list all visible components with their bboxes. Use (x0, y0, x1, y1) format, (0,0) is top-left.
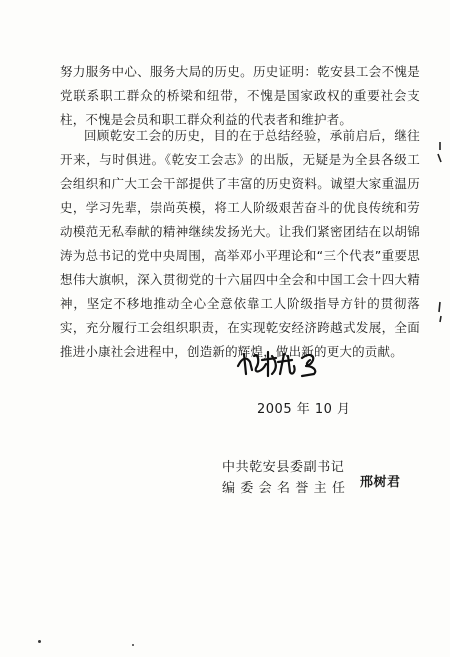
signatory-name: 邢树君 (360, 475, 401, 490)
signatory-title-line-1: 中共乾安县委副书记 (222, 460, 345, 475)
handwritten-signature (232, 344, 342, 380)
scan-margin-mark (436, 300, 444, 324)
body-paragraph-2: 回顾乾安工会的历史，目的在于总结经验，承前启后，继往开来，与时俱进。《乾安工会志》的出版，无疑是为全县各级工会组织和广大工会干部提供了丰富的历史资料。诚望大家重温历史，学习先辈，崇尚英模，将工人阶级艰苦奋斗的优良传统和劳动模范无私奉献的精神继续发扬光大。让我们紧密团结在以胡锦涛为总书记的党中央周围，高举邓小平理论和“三个代表”重要思想伟大旗帜，深入贯彻党的十六届四中全会和中国工会十四大精神，坚定不移地推动全心全意依靠工人阶级指导方针的贯彻落实，充分履行工会组织职责，在实现乾安经济跨越式发展，全面推进小康社会进程中，创造新的辉煌，做出新的更大的贡献。 (60, 128, 420, 359)
scan-margin-mark (436, 140, 444, 164)
signatory-title-line-2: 编 委 会 名 誉 主 任 (222, 481, 346, 496)
scan-speck (132, 644, 134, 646)
body-paragraph-1: 努力服务中心、服务大局的历史。历史证明：乾安县工会不愧是党联系职工群众的桥梁和纽带，不愧是国家政权的重要社会支柱，不愧是会员和职工群众利益的代表者和维护者。 (60, 64, 420, 127)
signatory-title-block (222, 457, 346, 499)
date-line: 2005 年 10 月 (257, 402, 351, 417)
scan-speck (38, 640, 41, 643)
